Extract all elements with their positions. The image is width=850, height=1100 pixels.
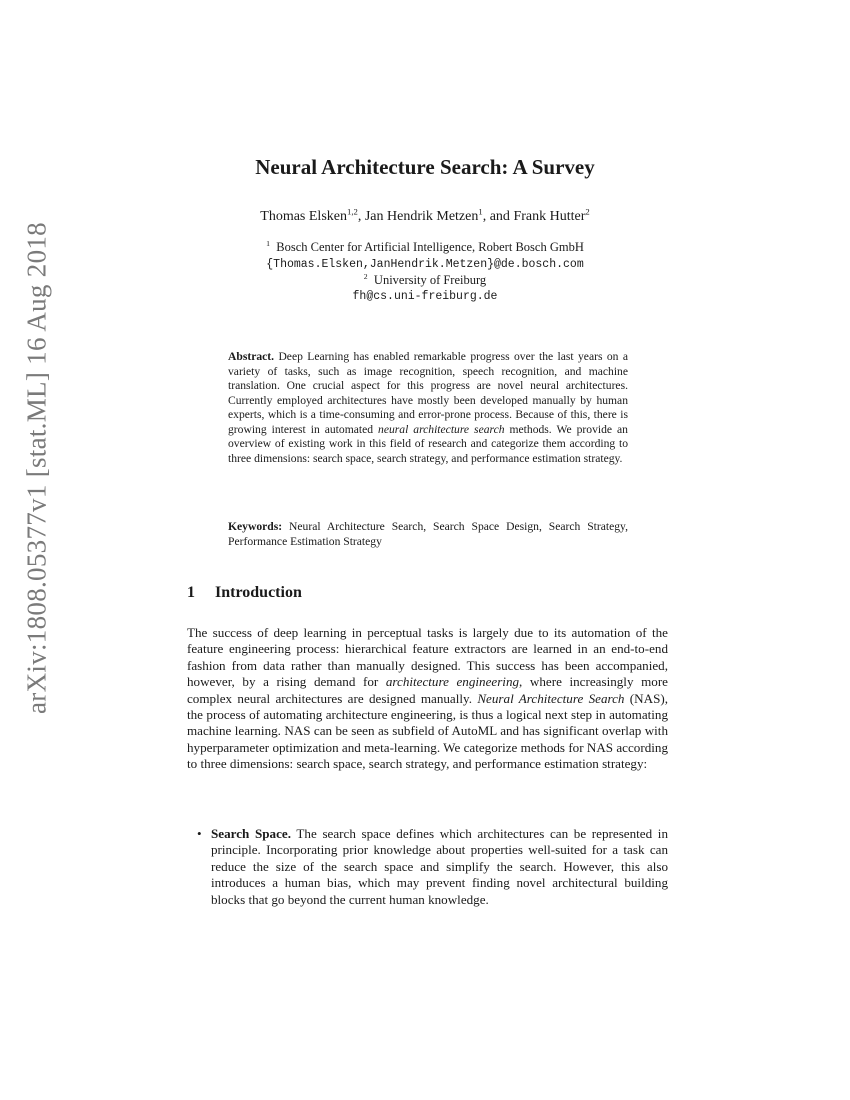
keywords (228, 520, 628, 549)
affiliation-mark: 1 (266, 238, 271, 248)
intro-text: , where increasingly more complex neural architectures are designed manually. (187, 674, 668, 706)
paper-title: Neural Architecture Search: A Survey (255, 155, 595, 179)
bullet-icon: • (197, 826, 202, 841)
affiliation-1 (0, 240, 850, 255)
author-line (0, 206, 850, 225)
author-name: Thomas Elsken (260, 209, 347, 224)
list-item-text: The search space defines which architectures can be represented in principle. Incorporating prior knowledge about properties well-suited for a task can reduce the size of the search space and simplify the search. However, this also introduces a human bias, which may prevent finding novel architectural building blocks that go beyond the current human knowledge. (211, 826, 668, 907)
abstract-emphasis: neural architecture search (378, 422, 505, 436)
author-separator: , and (482, 209, 514, 224)
section-title: Introduction (215, 584, 302, 601)
author-affiliation-mark: 1,2 (347, 206, 358, 217)
arxiv-side-stamp: arXiv:1808.05377v1 [stat.ML] 16 Aug 2018 (21, 222, 52, 714)
list-item-term: Search Space. (211, 826, 291, 841)
abstract-label: Abstract. (228, 350, 275, 363)
author-separator: , (357, 209, 365, 224)
affiliation-org: Bosch Center for Artificial Intelligence, Robert Bosch GmbH (276, 240, 584, 254)
affiliation-mark: 2 (363, 271, 368, 281)
author-name: Frank Hutter (513, 209, 586, 224)
intro-emphasis: Neural Architecture Search (477, 690, 625, 706)
section-number: 1 (187, 584, 195, 601)
author-name: Jan Hendrik Metzen (364, 209, 479, 224)
abstract-text: methods. We provide an overview of existing work in this field of research and categorize them according to three dimensions: search space, search strategy, and performance estimation strategy. (228, 422, 628, 465)
section-heading (187, 584, 302, 602)
affiliation-org: University of Freiburg (373, 273, 487, 287)
intro-text: (NAS), the process of automating architecture engineering, is thus a logical next step in automating machine learning. NAS can be seen as subfield of AutoML and has significant overlap with hyperparameter optimization and meta-learning. We categorize methods for NAS according to three dimensions: search space, search strategy, and performance estimation strategy: (187, 690, 668, 772)
keywords-label: Keywords: (228, 520, 283, 533)
author-affiliation-mark: 1 (478, 206, 483, 217)
intro-paragraph (187, 625, 668, 773)
abstract-text: Deep Learning has enabled remarkable progress over the last years on a variety of tasks, such as image recognition, speech recognition, and machine translation. One crucial aspect for this progress are novel neural architectures. Currently employed architectures have mostly been developed manually by human experts, which is a time-consuming and error-prone process. Because of this, there is growing interest in automated (228, 350, 628, 436)
affiliation-2-email: fh@cs.uni-freiburg.de (352, 290, 498, 303)
list-item (187, 826, 668, 908)
intro-emphasis: architecture engineering (385, 674, 520, 690)
intro-text: The success of deep learning in perceptual tasks is largely due to its automation of the feature engineering process: hierarchical feature extractors are learned in an end-to-end fashion from data rather than manually designed. This success has been accompanied, however, by a rising demand for (187, 625, 668, 690)
abstract (228, 350, 628, 466)
author-affiliation-mark: 2 (585, 206, 590, 217)
affiliation-1-email: {Thomas.Elsken,JanHendrik.Metzen}@de.bosch.com (266, 258, 584, 271)
keywords-text: Neural Architecture Search, Search Space Design, Search Strategy, Performance Estimation Strategy (228, 520, 628, 548)
dimension-list (187, 826, 668, 908)
affiliation-2 (0, 273, 850, 288)
